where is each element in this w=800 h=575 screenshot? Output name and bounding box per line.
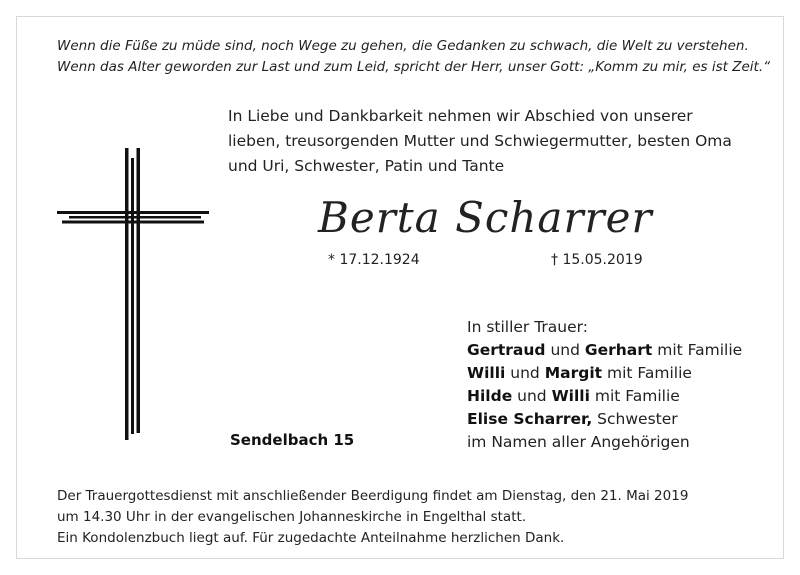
motto-verse — [57, 36, 771, 78]
mourner-name: Willi — [551, 387, 590, 405]
mourner-suffix: mit Familie — [589, 387, 680, 405]
mourner-suffix: mit Familie — [602, 364, 692, 382]
intro-line: lieben, treusorgenden Mutter und Schwiegermutter, besten Oma — [228, 132, 732, 150]
deceased-name: Berta Scharrer — [318, 193, 653, 242]
mourner-join: und — [505, 364, 545, 382]
mourner-name: Margit — [544, 364, 603, 382]
mourners-list — [467, 316, 767, 454]
service-line: Der Trauergottesdienst mit anschließender Beerdigung findet am Dienstag, den 21. Mai 2019 — [57, 488, 689, 504]
cross-icon — [57, 148, 209, 440]
service-info — [57, 486, 757, 549]
intro-text — [228, 104, 748, 179]
mourner-row — [467, 362, 767, 385]
mourner-join: und — [512, 387, 552, 405]
birth-date: * 17.12.1924 — [328, 252, 420, 268]
intro-line: und Uri, Schwester, Patin und Tante — [228, 157, 505, 175]
death-date: † 15.05.2019 — [551, 252, 643, 268]
motto-line: Wenn die Füße zu müde sind, noch Wege zu gehen, die Gedanken zu schwach, die Welt zu verstehen. — [57, 38, 749, 54]
mourner-name: Gertraud — [467, 341, 546, 359]
mourner-suffix: mit Familie — [652, 341, 743, 359]
address: Sendelbach 15 — [230, 431, 355, 449]
motto-line: Wenn das Alter geworden zur Last und zum Leid, spricht der Herr, unser Gott: „Komm zu mir, es ist Zeit.“ — [57, 59, 771, 75]
mourners-heading: In stiller Trauer: — [467, 318, 588, 336]
service-line: Ein Kondolenzbuch liegt auf. Für zugedachte Anteilnahme herzlichen Dank. — [57, 530, 565, 546]
mourner-name: Willi — [467, 364, 506, 382]
mourner-row — [467, 339, 767, 362]
mourner-name: Gerhart — [584, 341, 653, 359]
mourner-name: Hilde — [467, 387, 513, 405]
mourner-join: und — [545, 341, 585, 359]
mourner-name: Elise Scharrer, — [467, 410, 593, 428]
mourner-suffix: Schwester — [592, 410, 678, 428]
service-line: um 14.30 Uhr in der evangelischen Johanneskirche in Engelthal statt. — [57, 509, 527, 525]
mourner-row — [467, 408, 767, 431]
intro-line: In Liebe und Dankbarkeit nehmen wir Abschied von unserer — [228, 107, 693, 125]
mourners-closing: im Namen aller Angehörigen — [467, 433, 690, 451]
mourner-row — [467, 385, 767, 408]
